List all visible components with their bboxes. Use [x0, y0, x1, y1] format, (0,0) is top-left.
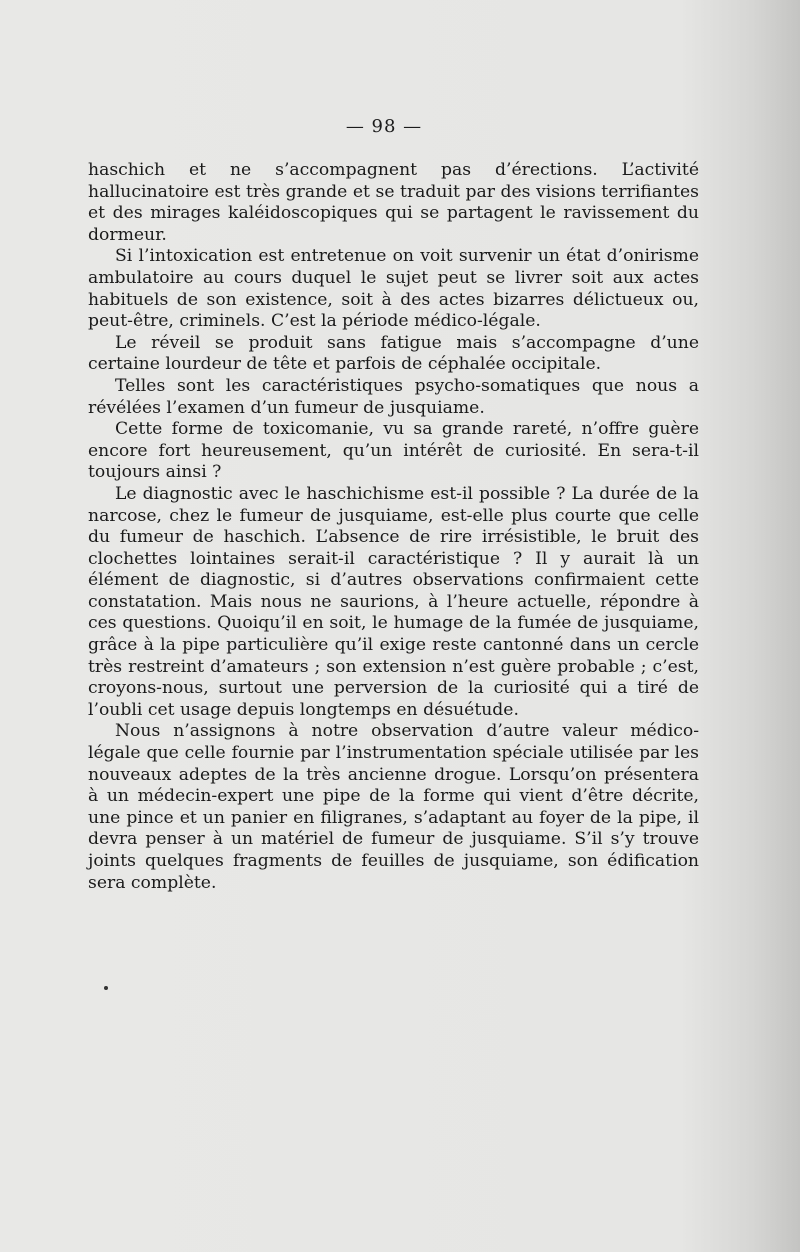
paragraph: Si l’intoxication est entretenue on voit survenir un état d’onirisme ambulatoire au cours duquel le sujet peut se livrer soit aux actes habituels de son existence, soit à des actes bizarres délictueux ou, peut-être, criminels. C’est la période médico-légale. — [88, 246, 699, 332]
paragraph: Le diagnostic avec le haschichisme est-il possible ? La durée de la narcose, chez le fumeur de jusquiame, est-elle plus courte que celle du fumeur de haschich. L’absence de rire irrésistible, le bruit des clochettes lointaines serait-il caractéristique ? Il y aurait là un élément de diagnostic, si d’autres observations confirmaient cette constatation. Mais nous ne saurions, à l’heure actuelle, répondre à ces questions. Quoiqu’il en soit, le humage de la fumée de jusquiame, grâce à la pipe particulière qu’il exige reste cantonné dans un cercle très restreint d’amateurs ; son extension n’est guère probable ; c’est, croyons-nous, surtout une perversion de la curiosité qui a tiré de l’oubli cet usage depuis longtemps en désuétude. — [88, 483, 699, 720]
body-text — [88, 160, 699, 894]
paragraph: Nous n’assignons à notre observation d’autre valeur médico-légale que celle fournie par l’instrumentation spéciale utilisée par les nouveaux adeptes de la très ancienne drogue. Lorsqu’on présentera à un médecin-expert une pipe de la forme qui vient d’être décrite, une pince et un panier en filigranes, s’adaptant au foyer de la pipe, il devra penser à un matériel de fumeur de jusquiame. S’il s’y trouve joints quelques fragments de feuilles de jusquiame, son édification sera complète. — [88, 721, 699, 893]
paragraph: haschich et ne s’accompagnent pas d’érections. L’activité hallucinatoire est très grande et se traduit par des visions terrifiantes et des mirages kaléidoscopiques qui se partagent le ravissement du dormeur. — [88, 160, 699, 245]
paragraph: Cette forme de toxicomanie, vu sa grande rareté, n’offre guère encore fort heureusement, qu’un intérêt de curiosité. En sera-t-il toujours ainsi ? — [88, 419, 699, 483]
paragraph: Telles sont les caractéristiques psycho-somatiques que nous a révélées l’examen d’un fumeur de jusquiame. — [88, 375, 699, 418]
ink-speck — [104, 986, 108, 990]
page-number: — 98 — — [345, 116, 423, 137]
paragraph: Le réveil se produit sans fatigue mais s’accompagne d’une certaine lourdeur de tête et parfois de céphalée occipitale. — [88, 332, 699, 375]
